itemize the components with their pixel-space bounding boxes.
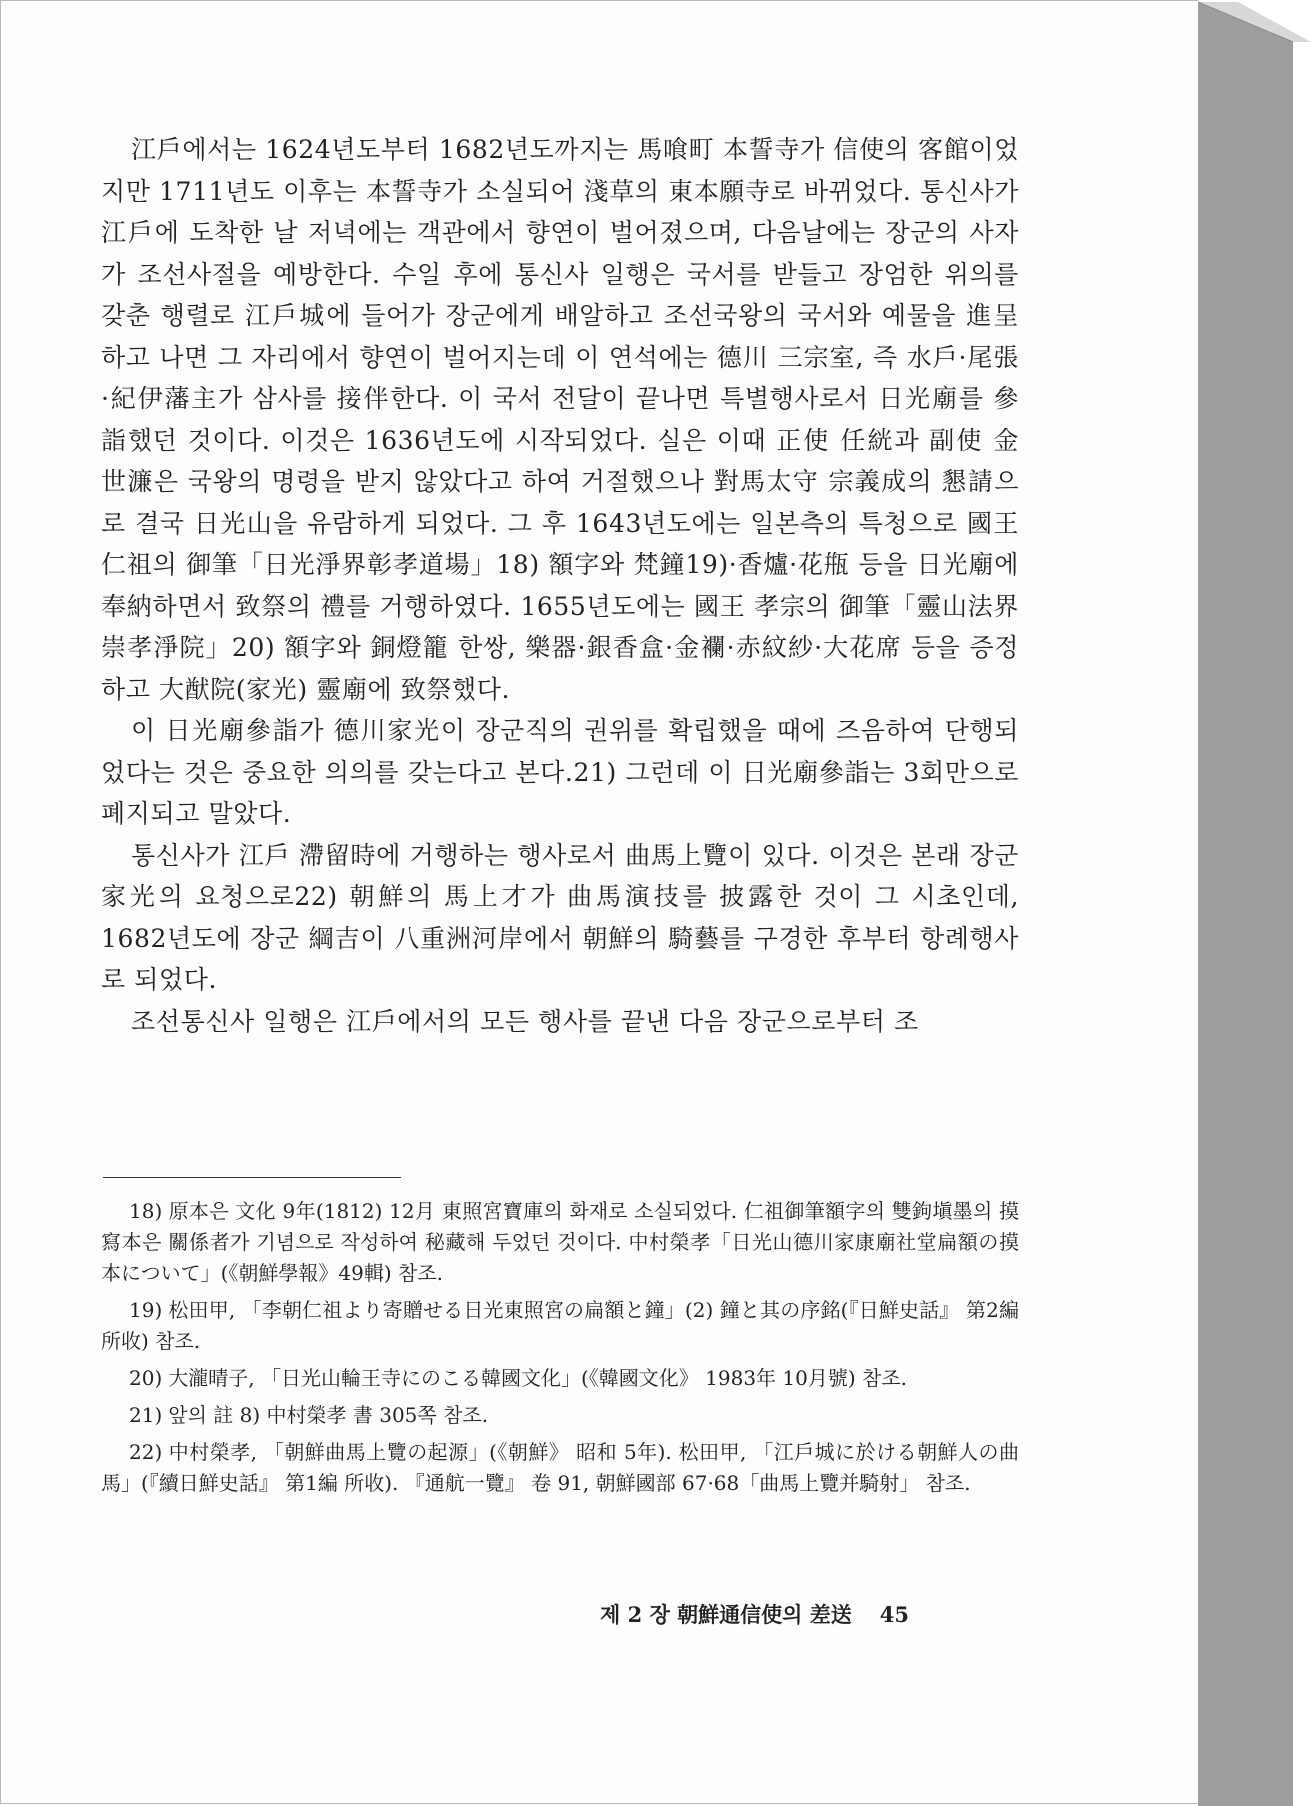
footnote-text: 原本은 文化 9年(1812) 12月 東照宮寶庫의 화재로 소실되었다. 仁祖御筆額字의 雙鉤塡墨의 摸寫本은 關係者가 기념으로 작성하여 秘藏해 두었던 것이다. 中村榮孝「日光山德川家康廟社堂扁額の摸本について」(《朝鮮學報》49輯) 참조. bbox=[101, 1199, 1019, 1285]
footnote-number: 20) bbox=[129, 1366, 163, 1390]
footnote-number: 19) bbox=[129, 1298, 163, 1322]
footnote bbox=[101, 1196, 1019, 1289]
paragraph: 江戶에서는 1624년도부터 1682년도까지는 馬喰町 本誓寺가 信使의 客館이었지만 1711년도 이후는 本誓寺가 소실되어 淺草의 東本願寺로 바뀌었다. 통신사가 江戶에 도착한 날 저녁에는 객관에서 향연이 벌어졌으며, 다음날에는 장군의 사자가 조선사절을 예방한다. 수일 후에 통신사 일행은 국서를 받들고 장엄한 위의를 갖춘 행렬로 江戶城에 들어가 장군에게 배알하고 조선국왕의 국서와 예물을 進呈하고 나면 그 자리에서 향연이 벌어지는데 이 연석에는 德川 三宗室, 즉 水戶·尾張·紀伊藩主가 삼사를 接伴한다. 이 국서 전달이 끝나면 특별행사로서 日光廟를 參詣했던 것이다. 이것은 1636년도에 시작되었다. 실은 이때 正使 任絖과 副使 金世濂은 국왕의 명령을 받지 않았다고 하여 거절했으나 對馬太守 宗義成의 懇請으로 결국 日光山을 유람하게 되었다. 그 후 1643년도에는 일본측의 특청으로 國王 仁祖의 御筆「日光淨界彰孝道場」18) 額字와 梵鐘19)·香爐·花甁 등을 日光廟에 奉納하면서 致祭의 禮를 거행하였다. 1655년도에는 國王 孝宗의 御筆「靈山法界崇孝淨院」20) 額字와 銅燈籠 한쌍, 樂器·銀香盒·金襴·赤紋紗·大花席 등을 증정하고 大猷院(家光) 靈廟에 致祭했다. bbox=[101, 135, 1019, 704]
footnote bbox=[101, 1363, 1019, 1394]
page-number: 45 bbox=[879, 1602, 909, 1627]
running-footer bbox=[600, 1599, 909, 1629]
paragraph: 조선통신사 일행은 江戶에서의 모든 행사를 끝낸 다음 장군으로부터 조 bbox=[131, 1006, 919, 1036]
paragraph: 통신사가 江戶 滯留時에 거행하는 행사로서 曲馬上覽이 있다. 이것은 본래 장군 家光의 요청으로22) 朝鮮의 馬上才가 曲馬演技를 披露한 것이 그 시초인데, 1682년도에 장군 綱吉이 八重洲河岸에서 朝鮮의 騎藝를 구경한 후부터 항례행사로 되었다. bbox=[101, 840, 1019, 994]
footnote bbox=[101, 1437, 1019, 1499]
footnote-text: 大瀧晴子, 「日光山輪王寺にのこる韓國文化」(《韓國文化》 1983年 10月號) 참조. bbox=[168, 1366, 908, 1390]
footnote-number: 18) bbox=[129, 1199, 163, 1223]
footnote-separator bbox=[103, 1177, 401, 1178]
footnote bbox=[101, 1295, 1019, 1357]
footnotes bbox=[101, 1196, 1019, 1505]
footnote-text: 中村榮孝, 「朝鮮曲馬上覽の起源」(《朝鮮》 昭和 5年). 松田甲, 「江戶城に於ける朝鮮人の曲馬」(『續日鮮史話』 第1編 所收). 『通航一覽』 卷 91, 朝鮮國部 67·68「曲馬上覽并騎射」 참조. bbox=[101, 1440, 1019, 1495]
chapter-title: 제 2 장 朝鮮通信使의 差送 bbox=[600, 1602, 852, 1627]
page-stack-edge bbox=[1198, 0, 1311, 1806]
body-text bbox=[101, 129, 1019, 1042]
footnote bbox=[101, 1400, 1019, 1431]
footnote-number: 22) bbox=[129, 1440, 163, 1464]
paragraph: 이 日光廟參詣가 德川家光이 장군직의 권위를 확립했을 때에 즈음하여 단행되었다는 것은 중요한 의의를 갖는다고 본다.21) 그런데 이 日光廟參詣는 3회만으로 폐지되고 말았다. bbox=[101, 716, 1019, 828]
footnote-number: 21) bbox=[129, 1403, 163, 1427]
footnote-text: 松田甲, 「李朝仁祖より寄贈せる日光東照宮の扁額と鐘」(2) 鐘と其の序銘(『日鮮史話』 第2編 所收) 참조. bbox=[101, 1298, 1019, 1353]
footnote-text: 앞의 註 8) 中村榮孝 書 305쪽 참조. bbox=[168, 1403, 489, 1427]
